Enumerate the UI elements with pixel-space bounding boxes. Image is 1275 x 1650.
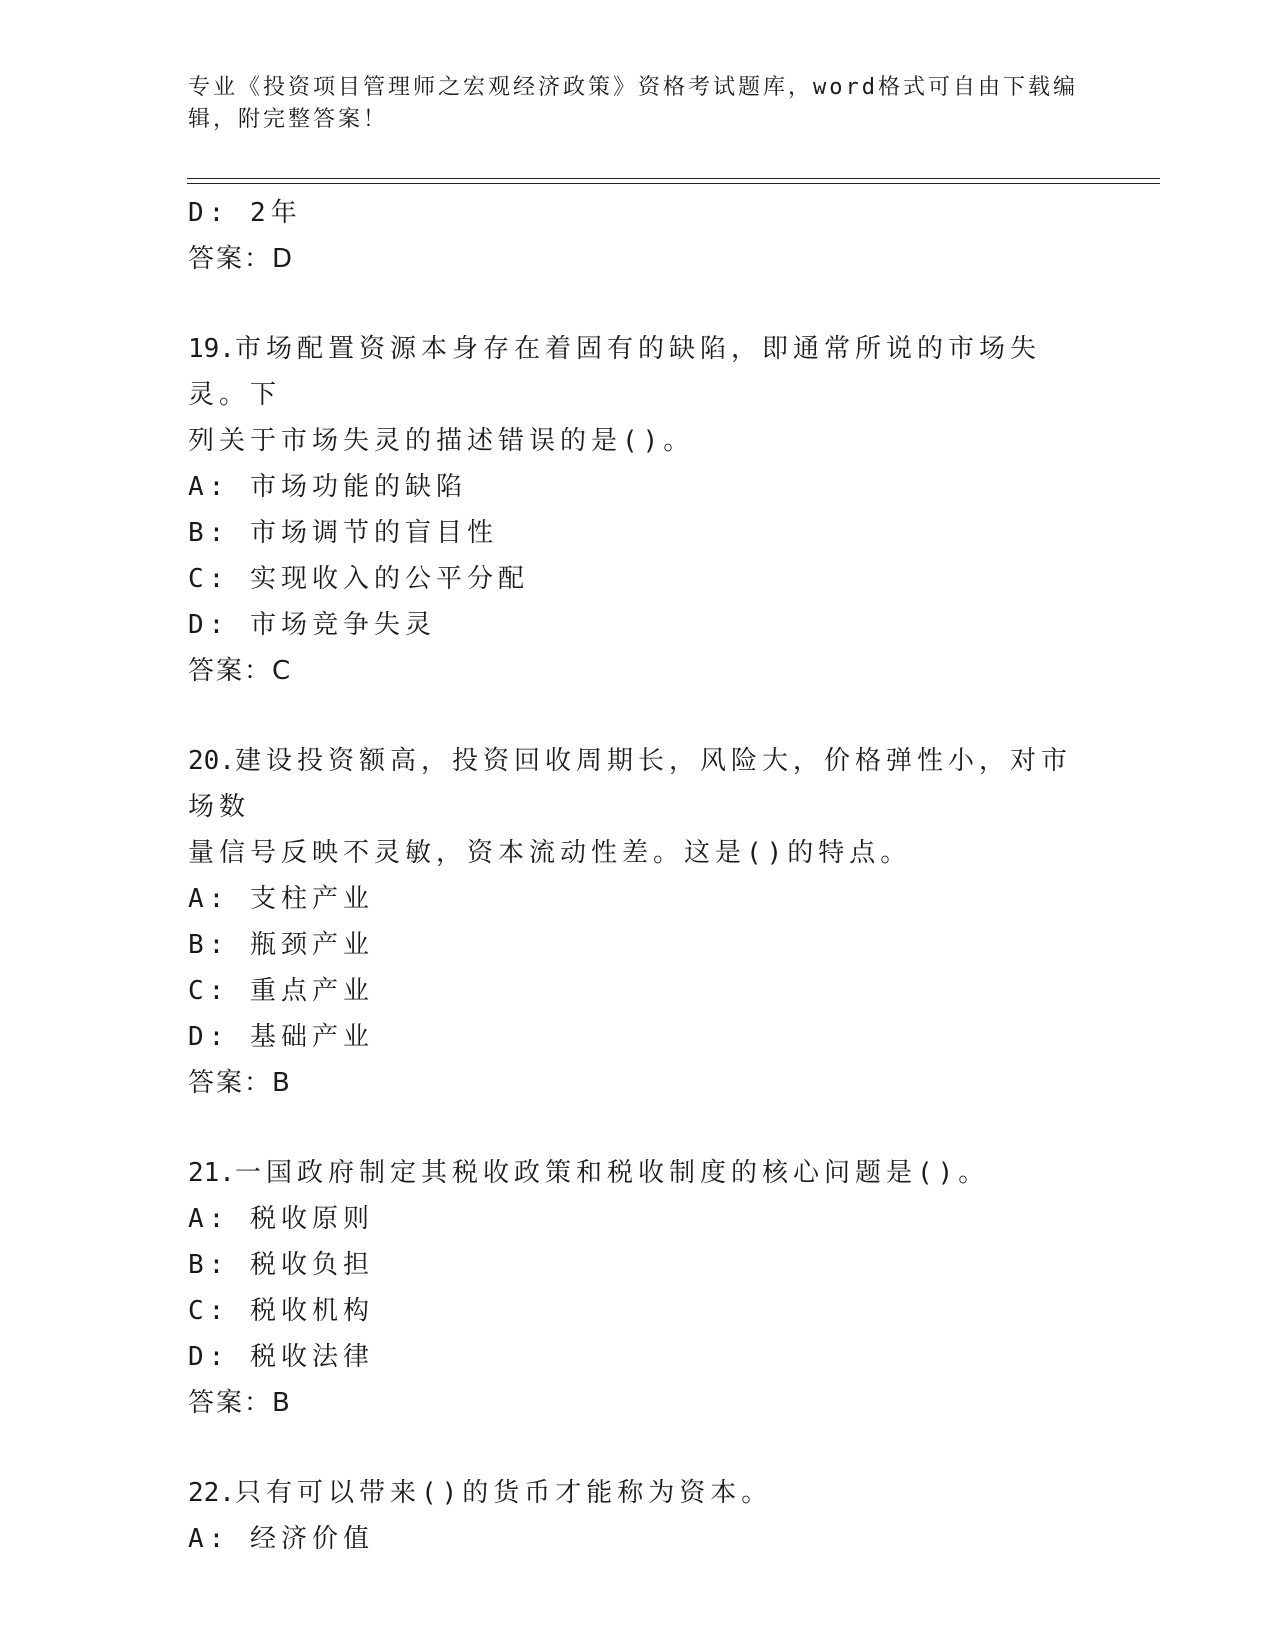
option-a: A: 市场功能的缺陷 xyxy=(188,472,467,502)
answer-line: 答案：C xyxy=(188,656,293,686)
answer-line: 答案：B xyxy=(188,1388,292,1418)
document-header xyxy=(188,72,1088,136)
header-divider-bottom xyxy=(187,183,1160,184)
question-text-line-1: 建设投资额高，投资回收周期长，风险大，价格弹性小，对市场数 xyxy=(188,746,1072,822)
question-text xyxy=(188,1470,1088,1516)
question-text xyxy=(188,738,1088,876)
header-line-2: 辑，附完整答案！ xyxy=(188,107,389,132)
question-text-line-2: 量信号反映不灵敏，资本流动性差。这是()的特点。 xyxy=(188,838,912,868)
question-21 xyxy=(188,1150,1088,1426)
question-number: 20. xyxy=(188,746,235,776)
question-20 xyxy=(188,738,1088,1106)
question-text-line-1: 只有可以带来()的货币才能称为资本。 xyxy=(234,1478,773,1508)
option-b: B: 瓶颈产业 xyxy=(188,930,374,960)
option-c: C: 重点产业 xyxy=(188,976,374,1006)
option-d: D: 2年 xyxy=(188,198,302,228)
question-text-line-1: 一国政府制定其税收政策和税收制度的核心问题是()。 xyxy=(234,1158,990,1188)
header-line-1: 专业《投资项目管理师之宏观经济政策》资格考试题库，word格式可自由下载编 xyxy=(188,75,1078,100)
question-text xyxy=(188,326,1088,464)
question-number: 21. xyxy=(188,1158,235,1188)
option-c: C: 税收机构 xyxy=(188,1296,374,1326)
header-divider-top xyxy=(187,178,1160,179)
option-b: B: 税收负担 xyxy=(188,1250,374,1280)
option-b: B: 市场调节的盲目性 xyxy=(188,518,498,548)
option-d: D: 税收法律 xyxy=(188,1342,374,1372)
question-19 xyxy=(188,326,1088,694)
question-22 xyxy=(188,1470,1088,1562)
option-a: A: 经济价值 xyxy=(188,1524,374,1554)
question-text xyxy=(188,1150,1088,1196)
question-number: 22. xyxy=(188,1478,235,1508)
option-c: C: 实现收入的公平分配 xyxy=(188,564,529,594)
option-d: D: 基础产业 xyxy=(188,1022,374,1052)
question-list xyxy=(188,190,1088,1562)
option-a: A: 税收原则 xyxy=(188,1204,374,1234)
answer-line: 答案：D xyxy=(188,244,295,274)
question-text-line-1: 市场配置资源本身存在着固有的缺陷，即通常所说的市场失灵。下 xyxy=(188,334,1041,410)
option-a: A: 支柱产业 xyxy=(188,884,374,914)
carryover-block xyxy=(188,190,1088,282)
answer-line: 答案：B xyxy=(188,1068,292,1098)
question-text-line-2: 列关于市场失灵的描述错误的是()。 xyxy=(188,426,695,456)
option-d: D: 市场竞争失灵 xyxy=(188,610,436,640)
question-number: 19. xyxy=(188,334,235,364)
